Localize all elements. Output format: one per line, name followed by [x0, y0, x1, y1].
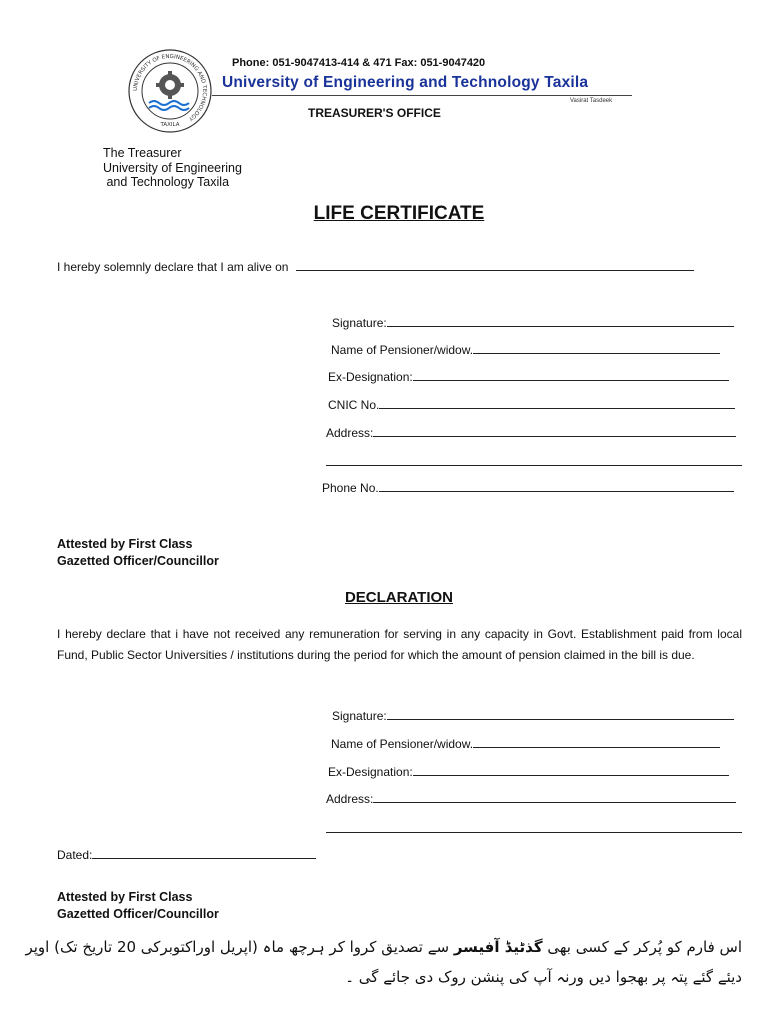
recipient-address	[103, 146, 242, 190]
dated-label: Dated:	[57, 848, 93, 862]
seal-city: TAXILA	[160, 122, 180, 128]
urdu-instructions	[22, 932, 742, 992]
declaration-title: DECLARATION	[344, 589, 454, 606]
form1-designation-field[interactable]	[413, 370, 729, 381]
form1-signature-field[interactable]	[387, 316, 734, 327]
form2-address-row	[326, 792, 736, 806]
form2-address-field[interactable]	[373, 792, 736, 803]
form1-phone-row	[322, 481, 734, 495]
header-office: TREASURER'S OFFICE	[308, 106, 441, 120]
form1-signature-row	[332, 316, 734, 330]
header-phone-fax: Phone: 051-9047413-414 & 471 Fax: 051-9047420	[232, 57, 486, 69]
dated-row	[57, 848, 316, 862]
address-line-2: University of Engineering	[103, 160, 242, 175]
form1-designation-row	[328, 370, 729, 384]
form2-designation-field[interactable]	[413, 765, 729, 776]
alive-date-field[interactable]	[296, 260, 694, 271]
alive-statement-row	[57, 260, 694, 274]
gear-icon	[156, 71, 184, 99]
form1-address-field-line-2[interactable]	[326, 455, 742, 466]
header-divider	[212, 95, 632, 96]
attested-2-line-2: Gazetted Officer/Councillor	[57, 907, 219, 921]
attested-1-line-1: Attested by First Class	[57, 537, 193, 551]
form1-name-label: Name of Pensioner/widow.	[331, 343, 474, 357]
form1-phone-field[interactable]	[379, 481, 734, 492]
seal-text: UNIVERSITY OF ENGINEERING AND TECHNOLOGY	[132, 53, 208, 122]
form2-address-label: Address:	[326, 792, 374, 806]
declaration-text: I hereby declare that i have not received any remuneration for serving in any capacity in Govt. Establishment paid from local Fund, Public Sector Universities / institutions during the period for which the amount of pension claimed in the bill is due.	[57, 627, 742, 662]
form2-signature-label: Signature:	[332, 709, 387, 723]
form1-cnic-label: CNIC No.	[328, 398, 380, 412]
dated-field[interactable]	[92, 848, 316, 859]
form2-signature-row	[332, 709, 734, 723]
form2-name-label: Name of Pensioner/widow.	[331, 737, 474, 751]
form2-address-field-line-2[interactable]	[326, 822, 742, 833]
form2-name-field[interactable]	[473, 737, 720, 748]
form1-address-field[interactable]	[373, 426, 736, 437]
form2-signature-field[interactable]	[387, 709, 734, 720]
waves-icon	[149, 101, 189, 110]
form2-designation-label: Ex-Designation:	[328, 765, 413, 779]
attested-block-1	[57, 536, 219, 570]
attested-2-line-1: Attested by First Class	[57, 890, 193, 904]
urdu-text-part-2: سے تصدیق کروا کر ہرچھ ماہ (اپریل اوراکتوبرکی 20 تاریخ تک) اوپر دیئے گئے پتہ پر بھجوا دیں ورنہ آپ کی پنشن روک دی جائے گی ۔	[25, 938, 742, 986]
form1-address-row	[326, 426, 736, 440]
form2-name-row	[331, 737, 720, 751]
form1-cnic-field[interactable]	[379, 398, 735, 409]
form1-designation-label: Ex-Designation:	[328, 370, 413, 384]
header-small-text: Vasirat Tasdeek	[570, 98, 613, 104]
form1-name-field[interactable]	[473, 343, 720, 354]
urdu-text-part-1: اس فارم کو پُرکر کے کسی بھی	[542, 938, 742, 956]
form2-designation-row	[328, 765, 729, 779]
attested-1-line-2: Gazetted Officer/Councillor	[57, 554, 219, 568]
page-title: LIFE CERTIFICATE	[313, 203, 485, 224]
address-line-1: The Treasurer	[103, 146, 182, 160]
form1-address-label: Address:	[326, 426, 374, 440]
form1-cnic-row	[328, 398, 735, 412]
university-seal-logo	[127, 48, 213, 134]
urdu-text-bold: گذٹیڈ آفیسر	[453, 938, 543, 956]
form1-name-row	[331, 343, 720, 357]
form1-signature-label: Signature:	[332, 316, 387, 330]
alive-statement: I hereby solemnly declare that I am alive on	[57, 260, 289, 274]
address-line-3: and Technology Taxila	[103, 175, 230, 189]
attested-block-2	[57, 889, 219, 923]
header-university-name: University of Engineering and Technology Taxila	[222, 74, 589, 91]
form1-phone-label: Phone No.	[322, 481, 379, 495]
